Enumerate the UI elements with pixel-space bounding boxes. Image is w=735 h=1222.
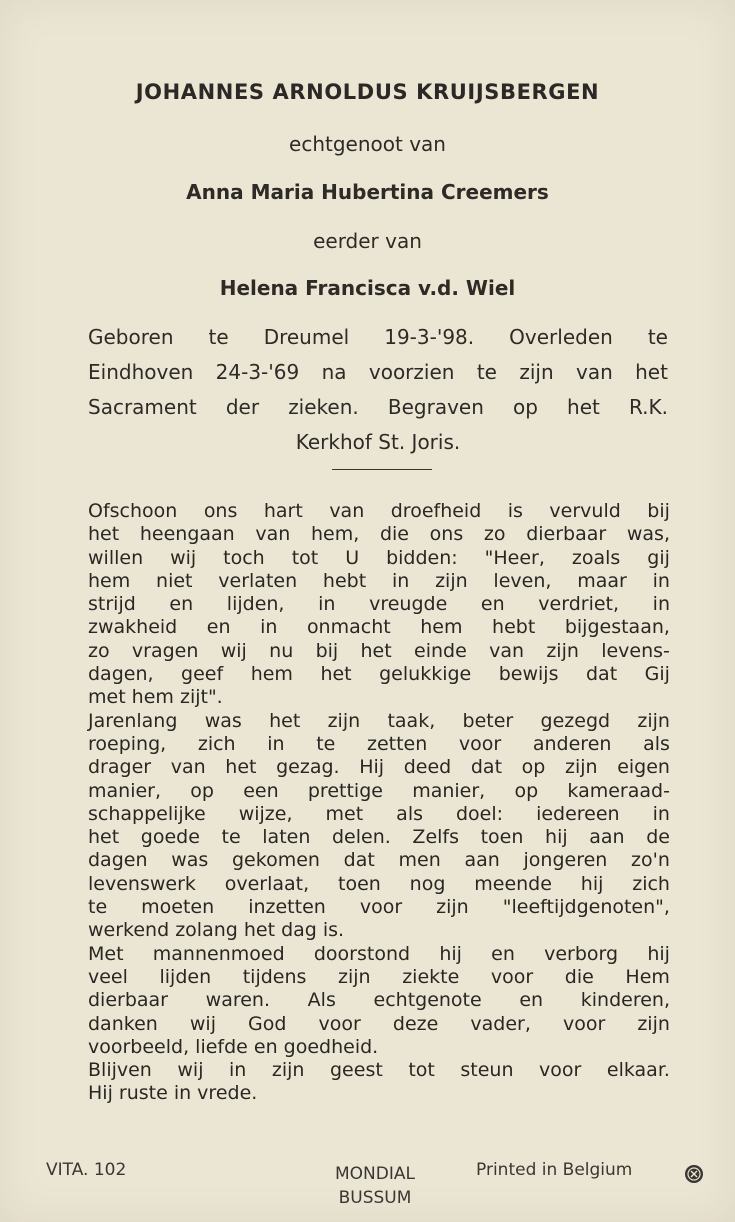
body-line: het goede te laten delen. Zelfs toen hij aan de — [88, 826, 670, 849]
body-line: Met mannenmoed doorstond hij en verborg hij — [88, 942, 670, 965]
deceased-name: JOHANNES ARNOLDUS KRUIJSBERGEN — [135, 80, 600, 104]
body-line: schappelijke wijze, met als doel: iedereen in — [88, 802, 670, 825]
body-line: dagen, geef hem het gelukkige bewijs dat Gij — [88, 663, 670, 686]
body-line: strijd en lijden, in vreugde en verdriet, in — [88, 593, 670, 616]
body-line: danken wij God voor deze vader, voor zijn — [88, 1012, 670, 1035]
body-line: Jarenlang was het zijn taak, beter gezegd zijn — [88, 709, 670, 732]
body-line: Hij ruste in vrede. — [88, 1082, 258, 1105]
body-line: roeping, zich in te zetten voor anderen als — [88, 732, 670, 755]
body-line: hem niet verlaten hebt in zijn leven, maar in — [88, 569, 670, 592]
body-line: zo vragen wij nu bij het einde van zijn levens- — [88, 639, 670, 662]
spouse-name: Anna Maria Hubertina Creemers — [186, 180, 549, 204]
spouse-intro: echtgenoot van — [289, 132, 446, 156]
birth-line: Kerkhof St. Joris. — [295, 430, 461, 454]
body-line: voorbeeld, liefde en goedheid. — [88, 1035, 379, 1058]
birth-line: Eindhoven 24-3-'69 na voorzien te zijn van het — [88, 360, 668, 384]
card-code: VITA. 102 — [46, 1160, 127, 1180]
birth-line: Geboren te Dreumel 19-3-'98. Overleden te — [88, 325, 668, 349]
body-line: dierbaar waren. Als echtgenote en kinderen, — [88, 989, 670, 1012]
birth-line: Sacrament der zieken. Begraven op het R.K. — [88, 395, 668, 419]
body-line: Ofschoon ons hart van droefheid is vervuld bij — [88, 500, 670, 522]
body-line: levenswerk overlaat, toen nog meende hij zich — [88, 872, 670, 895]
divider-line — [332, 469, 432, 470]
body-line: manier, op een prettige manier, op kameraad- — [88, 779, 670, 802]
body-line: werkend zolang het dag is. — [88, 919, 345, 942]
body-line: met hem zijt". — [88, 686, 223, 709]
publisher-line-1: MONDIAL — [335, 1164, 415, 1184]
former-spouse-name: Helena Francisca v.d. Wiel — [219, 276, 516, 300]
body-line: dagen was gekomen dat men aan jongeren zo'n — [88, 849, 670, 872]
body-line: Blijven wij in zijn geest tot steun voor elkaar. — [88, 1059, 670, 1082]
body-line: drager van het gezag. Hij deed dat op zijn eigen — [88, 756, 670, 779]
memorial-text — [88, 500, 670, 1106]
body-line: het heengaan van hem, die ons zo dierbaar was, — [88, 523, 670, 546]
printed-in: Printed in Belgium — [476, 1160, 633, 1180]
body-line: veel lijden tijdens zijn ziekte voor die Hem — [88, 965, 670, 988]
body-line: zwakheid en in onmacht hem hebt bijgestaan, — [88, 616, 670, 639]
birth-death-paragraph — [88, 320, 668, 460]
publisher-line-2: BUSSUM — [338, 1188, 412, 1208]
body-line: te moeten inzetten voor zijn "leeftijdgenoten", — [88, 896, 670, 919]
publisher — [320, 1162, 430, 1210]
former-intro: eerder van — [313, 229, 422, 253]
printer-logo-icon — [684, 1164, 704, 1184]
body-line: willen wij toch tot U bidden: "Heer, zoals gij — [88, 546, 670, 569]
